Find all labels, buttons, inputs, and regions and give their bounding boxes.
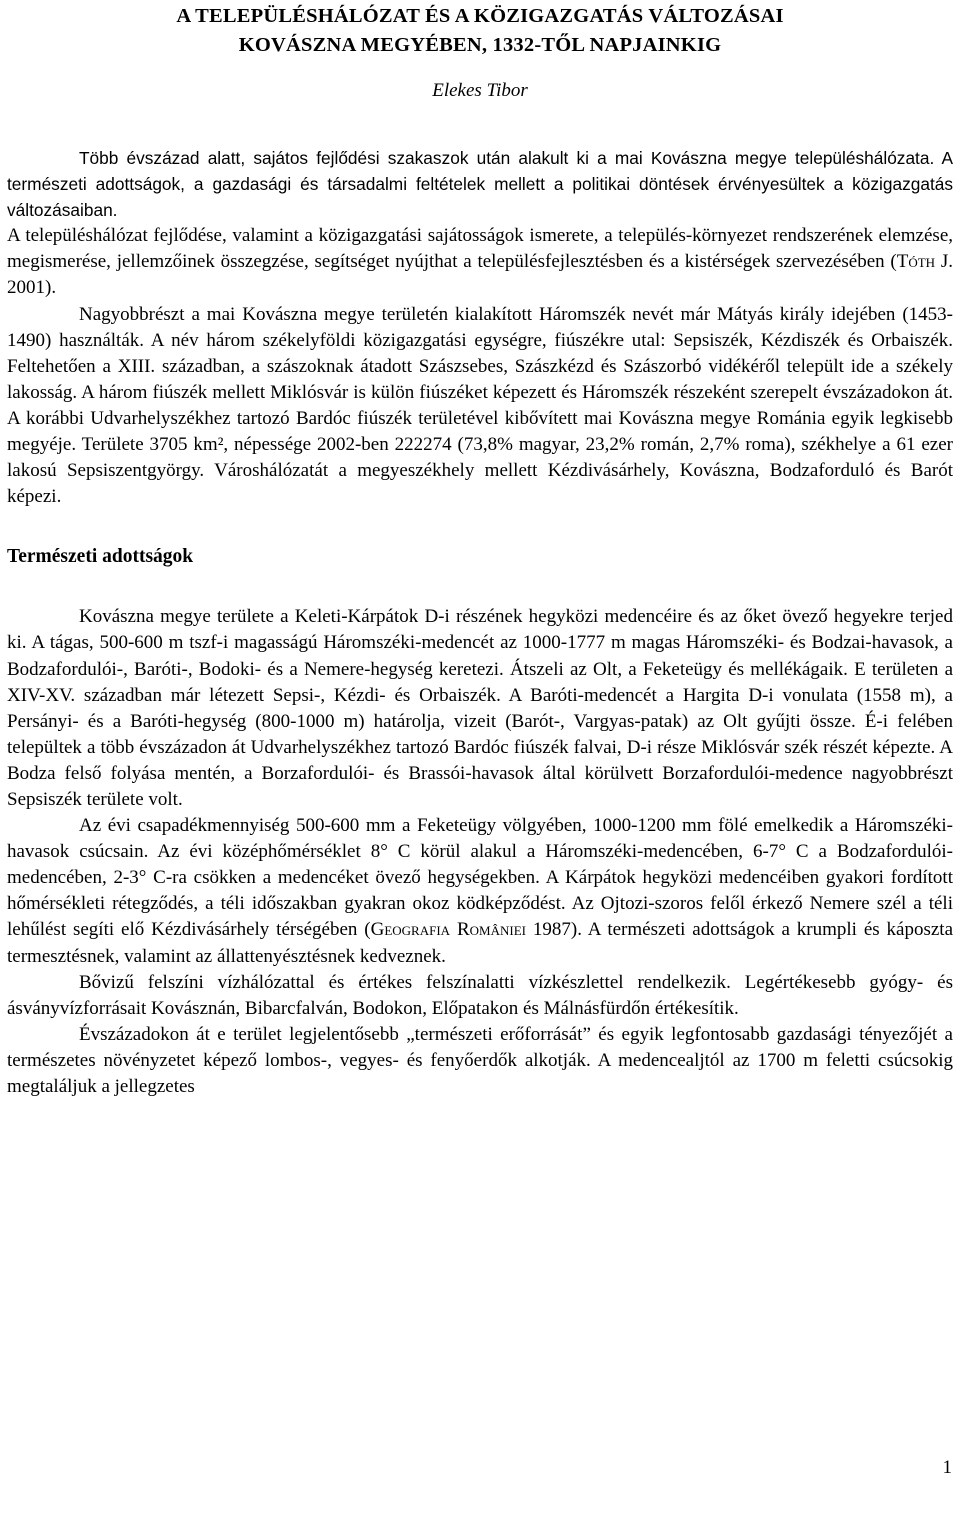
section-p2-text-1: Az évi csapadékmennyiség 500-600 mm a Feketeügy völgyében, 1000-1200 mm fölé emelkedik a Háromszéki-havasok csúcsain. Az évi középhőmérséklet 8° C körül alakul a Háromszéki-medencében, 6-7° C a Bodzafordulói-medencében, 2-3° C-ra csökken a medencéket övező hegységekben. A Kárpátok hegyközi medencéiben gyakori fordított hőmérsékleti rétegződés, a téli időszakban gyakran okoz ködképződést. Az Ojtozi-szoros felől érkező Nemere szél a téli lehűlést segíti elő Kézdivásárhely térségében (	[7, 815, 953, 941]
intro-body	[7, 223, 953, 510]
section-body	[7, 604, 953, 1100]
section-paragraph-4: Évszázadokon át e terület legjelentősebb „természeti erőforrását” és egyik legfontosabb gazdasági tényezőjét a természetes növényzetet képező lombos-, vegyes- és fenyőerdők alkotják. A medencealjtól az 1700 m feletti csúcsokig megtaláljuk a jellegzetes	[7, 1023, 953, 1097]
section-p2-text-2: 1987). A természeti adottságok a krumpli és káposzta termesztésnek, valamint az állattenyésztésnek kedveznek.	[7, 919, 954, 967]
section-paragraph-3: Bővizű felszíni vízhálózattal és értékes felszínalatti vízkészlettel rendelkezik. Legértékesebb gyógy- és ásványvízforrásait Kovásznán, Bibarcfalván, Bodokon, Előpatakon és Málnásfürdőn értékesítik.	[7, 971, 953, 1019]
intro-text-2: J. 2001).	[7, 251, 953, 299]
citation-2-word-1: eografia	[384, 919, 451, 941]
author-name: Elekes Tibor	[432, 80, 528, 101]
document-title	[7, 2, 953, 60]
title-line-2: KOVÁSZNA MEGYÉBEN, 1332-TŐL NAPJAINKIG	[238, 34, 722, 56]
citation-2-initial-2: R	[456, 919, 470, 941]
citation-author-rest: óth	[908, 251, 936, 273]
section-paragraph-2	[7, 813, 953, 970]
section-heading: Természeti adottságok	[7, 546, 194, 568]
title-line-1: A TELEPÜLÉSHÁLÓZAT ÉS A KÖZIGAZGATÁS VÁLTOZÁSAI	[176, 5, 784, 27]
abstract	[7, 145, 953, 223]
intro-paragraph-2: Nagyobbrészt a mai Kovászna megye területén kialakított Háromszék nevét már Mátyás király idejében (1453-1490) használták. A név három székelyföldi közigazgatási egységre, fiúszékre utal: Sepsiszék, Kézdiszék és Orbaiszék. Feltehetően a XIII. században, a szászoknak átadott Szászsebes, Szászkézd és Szászorbó vidékéről települt ide a székely lakosság. A három fiúszék mellett Miklósvár is külön fiúszéket képezett és Háromszék részeként szerepelt évszázadokon át. A korábbi Udvarhelyszékhez tartozó Bardóc fiúszék területével kibővített mai Kovászna megye Románia egyik legkisebb megyéje. Területe 3705 km², népessége 2002-ben 222274 (73,8% magyar, 23,2% román, 2,7% roma), székhelye a 61 ezer lakosú Sepsiszentgyörgy. Városhálózatát a megyeszékhely mellett Kézdivásárhely, Kovászna, Bodzaforduló és Barót képezi.	[7, 303, 953, 508]
intro-text-1: A településhálózat fejlődése, valamint a közigazgatási sajátosságok ismerete, a település-környezet rendszerének elemzése, megismerése, jellemzőinek összegzése, segítséget nyújthat a településfejlesztésben és a kistérségek szervezésében (	[7, 225, 953, 273]
section-paragraph-1: Kovászna megye területe a Keleti-Kárpátok D-i részének hegyközi medencéire és az őket övező hegyekre terjed ki. A tágas, 500-600 m tszf-i magasságú Háromszéki-medencét az 1000-1777 m magas Háromszéki- és Bodzai-havasok, a Bodzafordulói-, Baróti-, Bodoki- és a Nemere-hegység keretezi. Átszeli az Olt, a Feketeügy és mellékágaik. E területen a XIV-XV. században már létezett Sepsi-, Kézdi- és Orbaiszék. A Baróti-medencét a Hargita D-i vonulata (1558 m), a Persányi- és a Baróti-hegység (800-1000 m) határolja, vizeit (Barót-, Vargyas-patak) az Olt gyűjti össze. É-i felében települtek a több évszázadon át Udvarhelyszékhez tartozó Bardóc fiúszék falvai, D-i része Miklósvár szék részét képezte. A Bodza felső folyása mentén, a Borzafordulói- és Brassói-havasok által körülvett Borzafordulói-medence nagyobbrészt Sepsiszék területe volt.	[7, 606, 953, 810]
page-number: 1	[942, 1457, 952, 1478]
citation-author-initial: T	[896, 251, 909, 273]
abstract-text	[7, 145, 953, 223]
citation-2-word-2: omâniei	[469, 919, 526, 941]
document-page	[7, 0, 953, 1100]
abstract-sentence: Több évszázad alatt, sajátos fejlődési szakaszok után alakult ki a mai Kovászna megye településhálózata. A természeti adottságok, a gazdasági és társadalmi feltételek mellett a politikai döntések érvényesültek a közigazgatás változásaiban.	[7, 148, 953, 221]
citation-2-initial-1: G	[370, 919, 385, 941]
intro-paragraph-1	[7, 223, 953, 301]
